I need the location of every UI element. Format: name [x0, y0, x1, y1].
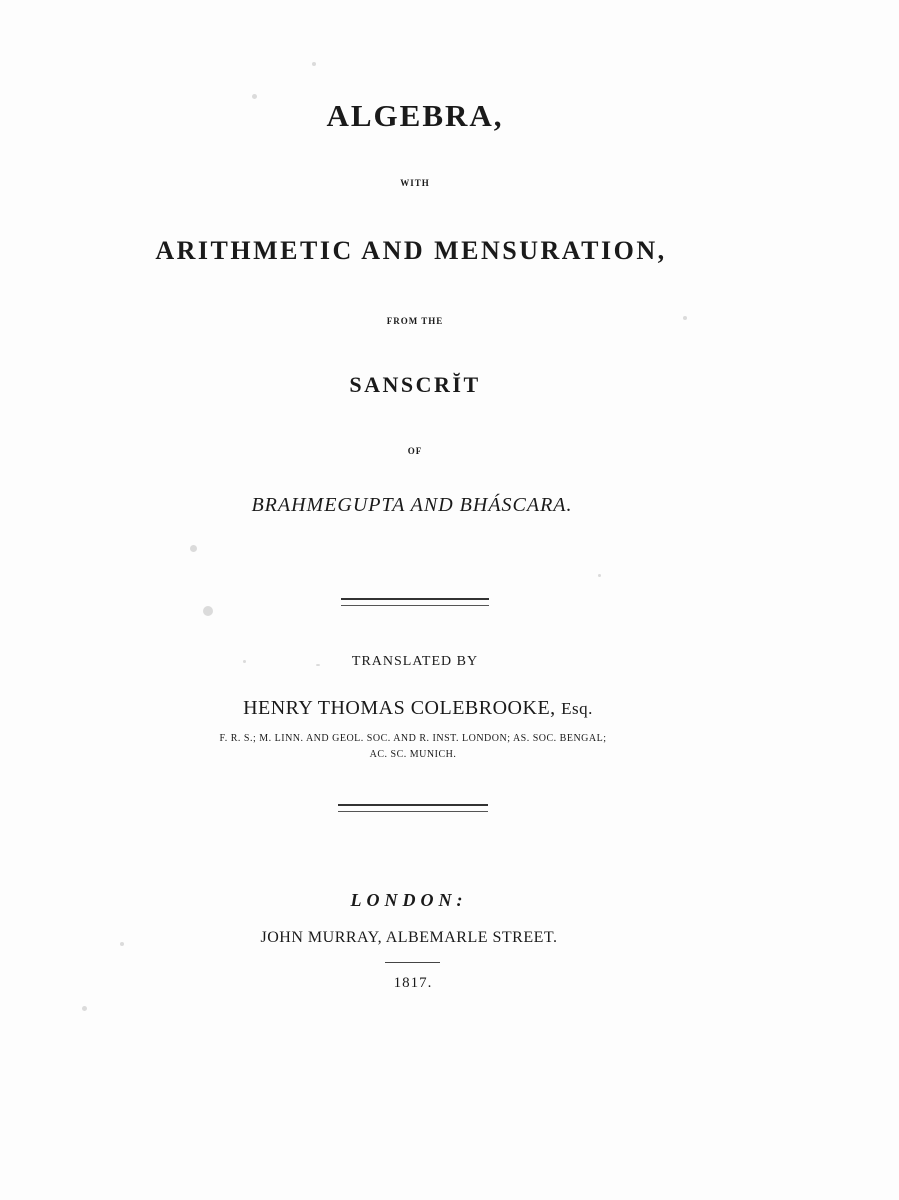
paper-speck: [120, 942, 124, 946]
paper-speck: [598, 574, 601, 577]
publication-year: 1817.: [393, 975, 433, 991]
translator-name-text: HENRY THOMAS COLEBROOKE,: [243, 697, 556, 719]
double-rule-top: [341, 598, 489, 606]
book-title: ALGEBRA,: [326, 98, 504, 133]
paper-speck: [82, 1006, 87, 1011]
paper-speck: [243, 660, 246, 663]
publication-place: LONDON:: [350, 890, 468, 910]
of-connector: OF: [407, 446, 423, 456]
paper-speck: [190, 545, 197, 552]
double-rule-bottom: [338, 804, 488, 812]
translator-name: [0, 697, 836, 720]
book-subtitle: ARITHMETIC AND MENSURATION,: [155, 236, 667, 265]
paper-speck: [312, 62, 316, 66]
paper-speck: [252, 94, 257, 99]
translator-suffix: Esq.: [561, 699, 593, 718]
paper-speck: [203, 606, 213, 616]
source-language: SANSCRĬT: [349, 372, 481, 397]
translator-credentials-line2: AC. SC. MUNICH.: [369, 749, 457, 760]
paper-speck: [683, 316, 687, 320]
original-authors: BRAHMEGUPTA AND BHÁSCARA.: [251, 494, 573, 516]
with-connector: WITH: [400, 178, 430, 188]
paper-speck: [316, 664, 320, 666]
publisher: JOHN MURRAY, ALBEMARLE STREET.: [260, 929, 558, 946]
translator-credentials-line1: F. R. S.; M. LINN. AND GEOL. SOC. AND R. INST. LONDON; AS. SOC. BENGAL;: [219, 733, 607, 744]
short-rule: [385, 962, 440, 963]
from-connector: FROM THE: [386, 316, 444, 326]
translated-by-label: TRANSLATED BY: [351, 654, 479, 669]
